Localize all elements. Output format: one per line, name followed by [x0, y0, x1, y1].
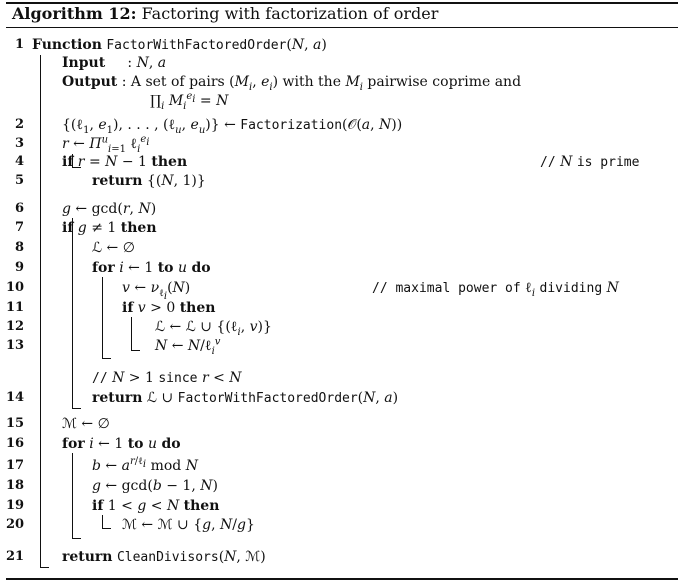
scope-bar-if-v [131, 317, 132, 351]
scope-end-if-g2 [102, 528, 111, 529]
line-number: 8 [14, 240, 24, 255]
code-line-1: Function FactorWithFactoredOrder(N, a) [32, 37, 327, 53]
code-line-16: for i ← 1 to u do [62, 436, 181, 452]
code-line-10: v ← $\nu_{\ell_i}(N)$ [122, 280, 191, 302]
line-number: 13 [6, 338, 25, 353]
bottom-rule [6, 578, 678, 580]
algorithm-title [12, 4, 438, 23]
scope-end-for-2 [72, 538, 81, 539]
line-number: 16 [6, 436, 25, 451]
scope-end-function [40, 567, 49, 568]
scope-bar-for-2 [72, 453, 73, 539]
code-line-8: ℒ ← ∅ [92, 240, 135, 256]
code-line-12: ℒ ← ℒ ∪ {(ℓ$_i$, v)} [155, 319, 272, 338]
scope-bar-function [40, 55, 41, 568]
code-line-4: if r = N − 1 then [62, 154, 188, 170]
scope-end-for-1 [102, 358, 111, 359]
code-line-7: if g ≠ 1 then [62, 220, 157, 236]
scope-bar-if-g2 [102, 515, 103, 529]
code-line-input: Input : N, a [62, 55, 167, 71]
code-line-9: for i ← 1 to u do [92, 260, 211, 276]
code-line-17: b ← $a^{r/\ell_i}$ mod N [92, 456, 198, 474]
line-number: 2 [14, 117, 24, 132]
code-line-14: return ℒ ∪ FactorWithFactoredOrder(N, a) [92, 390, 399, 406]
code-line-19: if 1 < g < N then [92, 498, 220, 514]
line-number: 12 [6, 319, 25, 334]
scope-end-if-v [131, 350, 140, 351]
line-number: 4 [14, 154, 24, 169]
algorithm-name: Factoring with factorization of order [141, 4, 439, 23]
scope-bar-for-1 [102, 277, 103, 359]
line-number: 3 [14, 136, 24, 151]
code-line-21: return CleanDivisors(N, ℳ) [62, 549, 266, 565]
algorithm-label: Algorithm 12: [12, 4, 137, 23]
scope-bar-if-g [72, 218, 73, 409]
code-line-comment: // N > 1 since r < N [92, 370, 242, 386]
line-number: 1 [14, 37, 24, 52]
line-number: 19 [6, 498, 25, 513]
line-number: 14 [6, 390, 25, 405]
title-rule [6, 27, 678, 28]
code-line-5: return {(N, 1)} [92, 173, 206, 189]
line-number: 15 [6, 416, 25, 431]
code-line-13: N ← N/ℓ$_i^v$ [155, 336, 221, 357]
line-number: 5 [14, 173, 24, 188]
code-line-output-1: Output : A set of pairs ($M_i$, $e_i$) with the $M_i$ pairwise coprime and [62, 74, 522, 93]
comment-line-10: // maximal power of ℓ$_i$ dividing N [372, 280, 619, 299]
line-number: 17 [6, 458, 25, 473]
code-line-6: g ← gcd(r, N) [62, 201, 157, 217]
code-line-20: ℳ ← ℳ ∪ {g, N/g} [122, 517, 255, 533]
line-number: 10 [6, 280, 25, 295]
code-line-11: if v > 0 then [122, 300, 216, 316]
comment-line-4: // N is prime [540, 154, 640, 170]
code-line-15: ℳ ← ∅ [62, 416, 110, 432]
scope-end-if-g [72, 408, 81, 409]
line-number: 7 [14, 220, 24, 235]
code-line-3: r ← $\Pi^u_{i=1}$ ℓ$_i^{e_i}$ [62, 134, 150, 155]
line-number: 9 [14, 260, 24, 275]
line-number: 6 [14, 201, 24, 216]
line-number: 11 [6, 300, 25, 315]
line-number: 20 [6, 517, 25, 532]
line-number: 21 [6, 549, 25, 564]
code-line-output-2: $\prod_i$ $M_i^{e_i} = N$ [150, 91, 229, 112]
line-number: 18 [6, 478, 25, 493]
code-line-18: g ← gcd(b − 1, N) [92, 478, 218, 494]
code-line-2: {(ℓ$_1$, $e_1$), . . . , (ℓ$_u$, $e_u$)} ← Factorization(𝒪(a, N)) [62, 117, 403, 136]
